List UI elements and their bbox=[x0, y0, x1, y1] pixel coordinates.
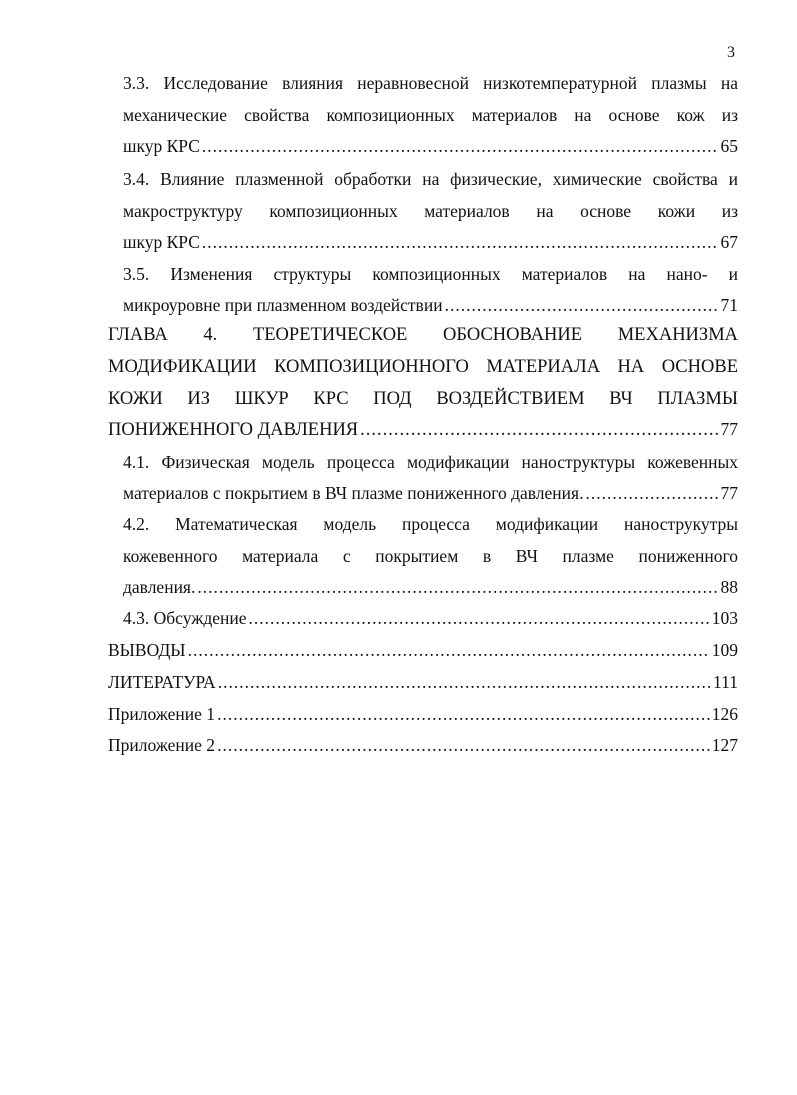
toc-entry-line: кожевенного материала с покрытием в ВЧ плазме пониженного bbox=[123, 546, 738, 566]
toc-entry-last-line bbox=[123, 226, 738, 258]
toc-page-number: 127 bbox=[711, 735, 738, 755]
toc-entry-last-line bbox=[123, 571, 738, 603]
toc-entry-line: 4.2. Математическая модель процесса модификации нанострукутры bbox=[123, 514, 738, 534]
toc-page-number: 111 bbox=[713, 672, 738, 692]
toc-entry-title: 4.3. Обсуждение bbox=[123, 608, 247, 628]
toc-page-number: 77 bbox=[720, 483, 738, 503]
dot-leader bbox=[585, 477, 718, 509]
dot-leader bbox=[202, 226, 719, 258]
toc-entry-title: давления. bbox=[123, 577, 196, 597]
toc-entry-last-line bbox=[108, 634, 738, 666]
toc-entry-title: шкур КРС bbox=[123, 136, 200, 156]
toc-entry-last-line bbox=[108, 413, 738, 445]
toc-page-number: 126 bbox=[711, 704, 738, 724]
toc-entry-last-line bbox=[123, 602, 738, 634]
toc-page-number: 103 bbox=[711, 608, 738, 628]
toc-entry-last-line bbox=[108, 666, 738, 698]
toc-page-number: 77 bbox=[720, 419, 738, 439]
toc-entry-line: механические свойства композиционных материалов на основе кож из bbox=[123, 105, 738, 125]
toc-entry-title: ПОНИЖЕННОГО ДАВЛЕНИЯ bbox=[108, 420, 359, 440]
page-number: 3 bbox=[727, 44, 735, 61]
toc-entry-last-line bbox=[123, 289, 738, 321]
dot-leader bbox=[188, 634, 710, 666]
toc-chapter-line: ГЛАВА 4. ТЕОРЕТИЧЕСКОЕ ОБОСНОВАНИЕ МЕХАНИЗМА bbox=[108, 325, 738, 345]
toc-entry-line: 3.3. Исследование влияния неравновесной низкотемпературной плазмы на bbox=[123, 73, 738, 93]
toc-entry-line: 3.5. Изменения структуры композиционных материалов на нано- и bbox=[123, 264, 738, 284]
toc-chapter-line: МОДИФИКАЦИИ КОМПОЗИЦИОННОГО МАТЕРИАЛА НА ОСНОВЕ bbox=[108, 357, 738, 377]
dot-leader bbox=[202, 130, 719, 162]
toc-entry-title: шкур КРС bbox=[123, 232, 200, 252]
toc-chapter-line: КОЖИ ИЗ ШКУР КРС ПОД ВОЗДЕЙСТВИЕМ ВЧ ПЛАЗМЫ bbox=[108, 389, 738, 409]
toc-entry-title: материалов с покрытием в ВЧ плазме пониженного давления. bbox=[123, 483, 584, 503]
toc-page-number: 71 bbox=[720, 295, 738, 315]
toc-entry-title: Приложение 1 bbox=[108, 704, 216, 724]
dot-leader bbox=[218, 666, 711, 698]
toc-entry-last-line bbox=[108, 729, 738, 761]
toc-entry-line: макроструктуру композиционных материалов на основе кожи из bbox=[123, 201, 738, 221]
toc-page-number: 65 bbox=[720, 136, 738, 156]
toc-page-number: 67 bbox=[720, 232, 738, 252]
dot-leader bbox=[197, 571, 718, 603]
dot-leader bbox=[217, 698, 710, 730]
toc-entry-last-line bbox=[108, 698, 738, 730]
toc-entry-line: 4.1. Физическая модель процесса модификации наноструктуры кожевенных bbox=[123, 452, 738, 472]
toc-entry-last-line bbox=[123, 477, 738, 509]
dot-leader bbox=[445, 289, 719, 321]
toc-entry-title: ВЫВОДЫ bbox=[108, 640, 186, 660]
toc-entry-title: ЛИТЕРАТУРА bbox=[108, 672, 216, 692]
dot-leader bbox=[248, 602, 709, 634]
toc-page-number: 109 bbox=[711, 640, 738, 660]
dot-leader bbox=[360, 414, 718, 446]
dot-leader bbox=[217, 729, 710, 761]
toc-entry-line: 3.4. Влияние плазменной обработки на физические, химические свойства и bbox=[123, 169, 738, 189]
toc-page-number: 88 bbox=[720, 577, 738, 597]
toc-entry-last-line bbox=[123, 130, 738, 162]
toc-entry-title: Приложение 2 bbox=[108, 735, 216, 755]
toc-entry-title: микроуровне при плазменном воздействии bbox=[123, 295, 443, 315]
